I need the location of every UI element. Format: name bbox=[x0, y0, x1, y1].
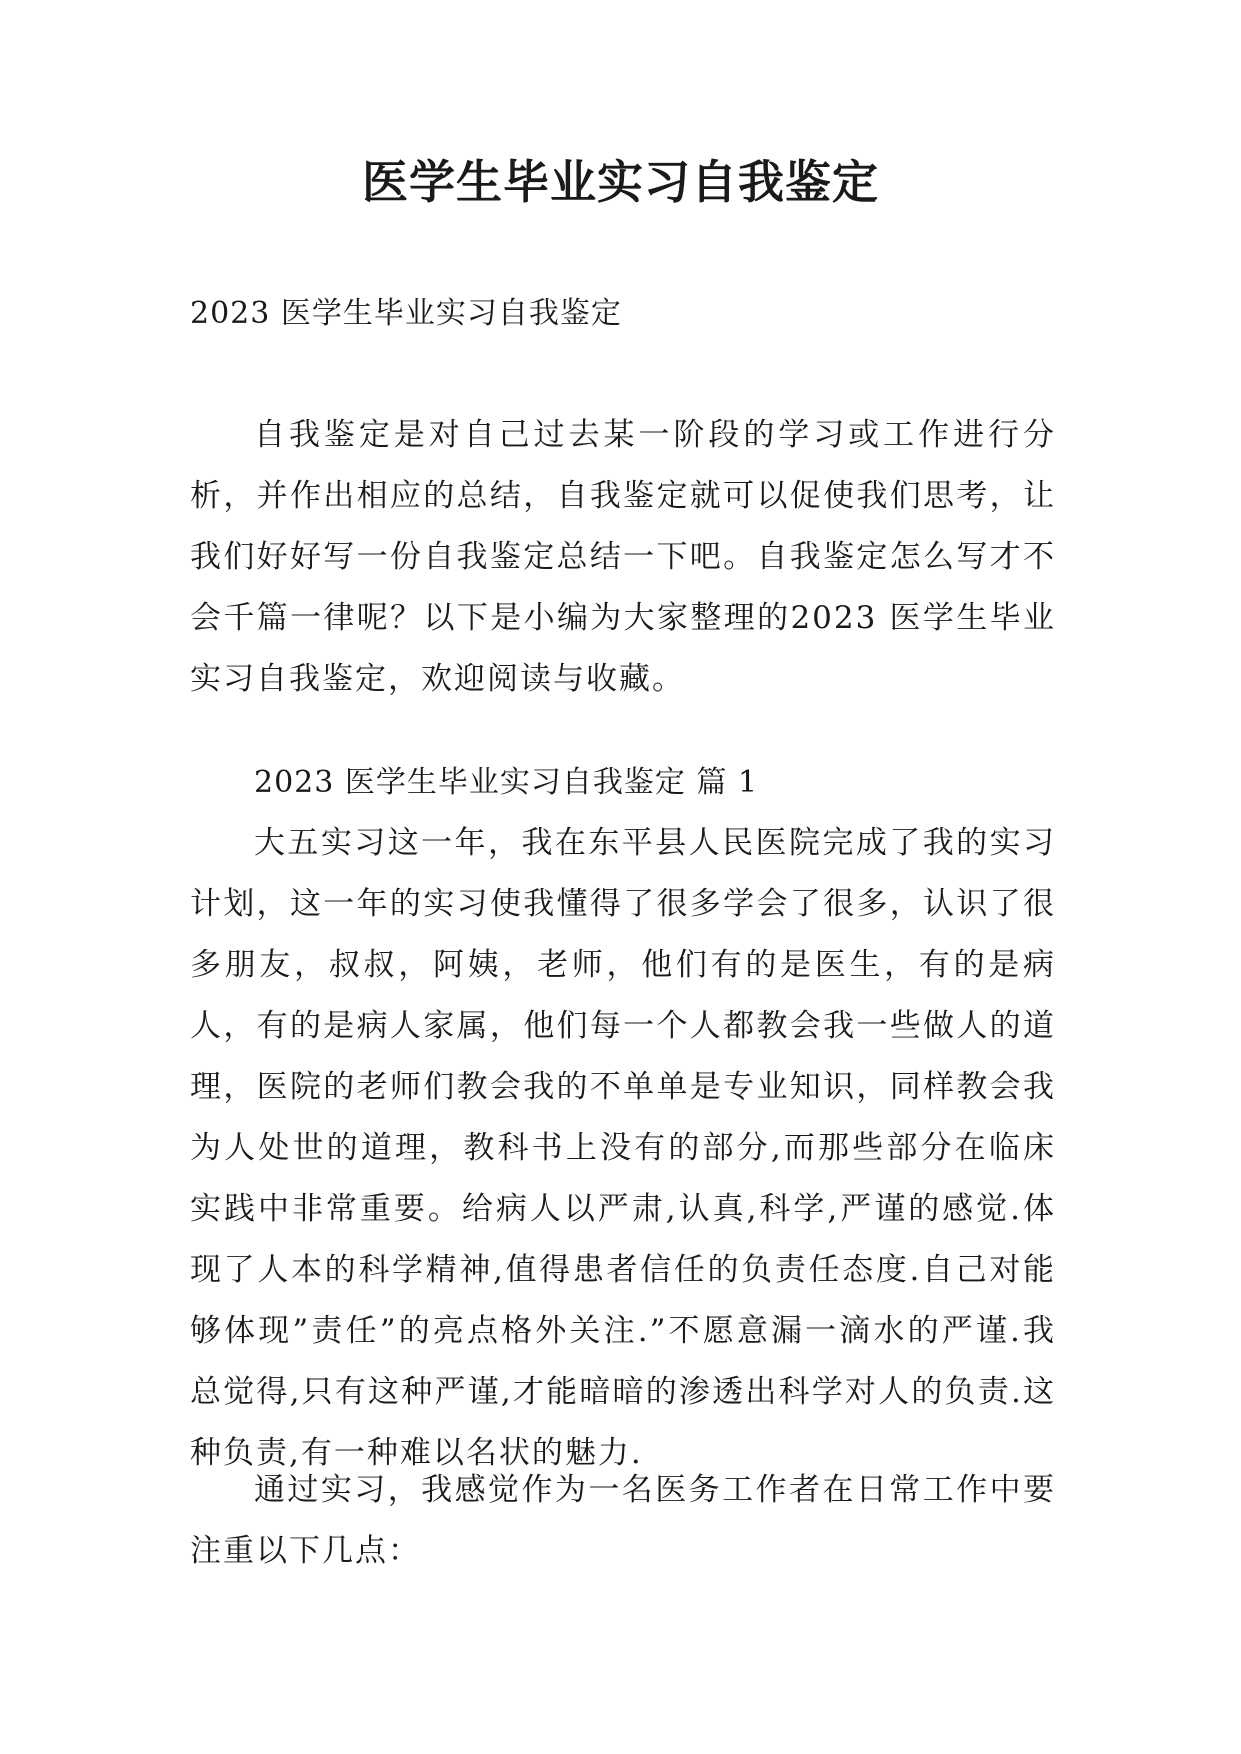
section-heading: 2023 医学生毕业实习自我鉴定 篇 1 bbox=[254, 765, 759, 800]
body-paragraph: 大五实习这一年，我在东平县人民医院完成了我的实习计划，这一年的实习使我懂得了很多学会了很多，认识了很多朋友，叔叔，阿姨，老师，他们有的是医生，有的是病人，有的是病人家属，他们每一个人都教会我一些做人的道理，医院的老师们教会我的不单单是专业知识，同样教会我为人处世的道理，教科书上没有的部分,而那些部分在临床实践中非常重要。给病人以严肃,认真,科学,严谨的感觉.体现了人本的科学精神,值得患者信任的负责任态度.自己对能够体现”责任”的亮点格外关注.”不愿意漏一滴水的严谨.我总觉得,只有这种严谨,才能暗暗的渗透出科学对人的负责.这种负责,有一种难以名状的魅力. bbox=[190, 825, 1056, 1471]
document-subtitle: 2023 医学生毕业实习自我鉴定 bbox=[190, 296, 622, 331]
body-paragraph: 通过实习，我感觉作为一名医务工作者在日常工作中要注重以下几点： bbox=[190, 1472, 1056, 1569]
intro-paragraph: 自我鉴定是对自己过去某一阶段的学习或工作进行分析，并作出相应的总结，自我鉴定就可以促使我们思考，让我们好好写一份自我鉴定总结一下吧。自我鉴定怎么写才不会千篇一律呢？以下是小编为大家整理的2023 医学生毕业实习自我鉴定，欢迎阅读与收藏。 bbox=[190, 417, 1056, 697]
document-title: 医学生毕业实习自我鉴定 bbox=[362, 155, 879, 209]
